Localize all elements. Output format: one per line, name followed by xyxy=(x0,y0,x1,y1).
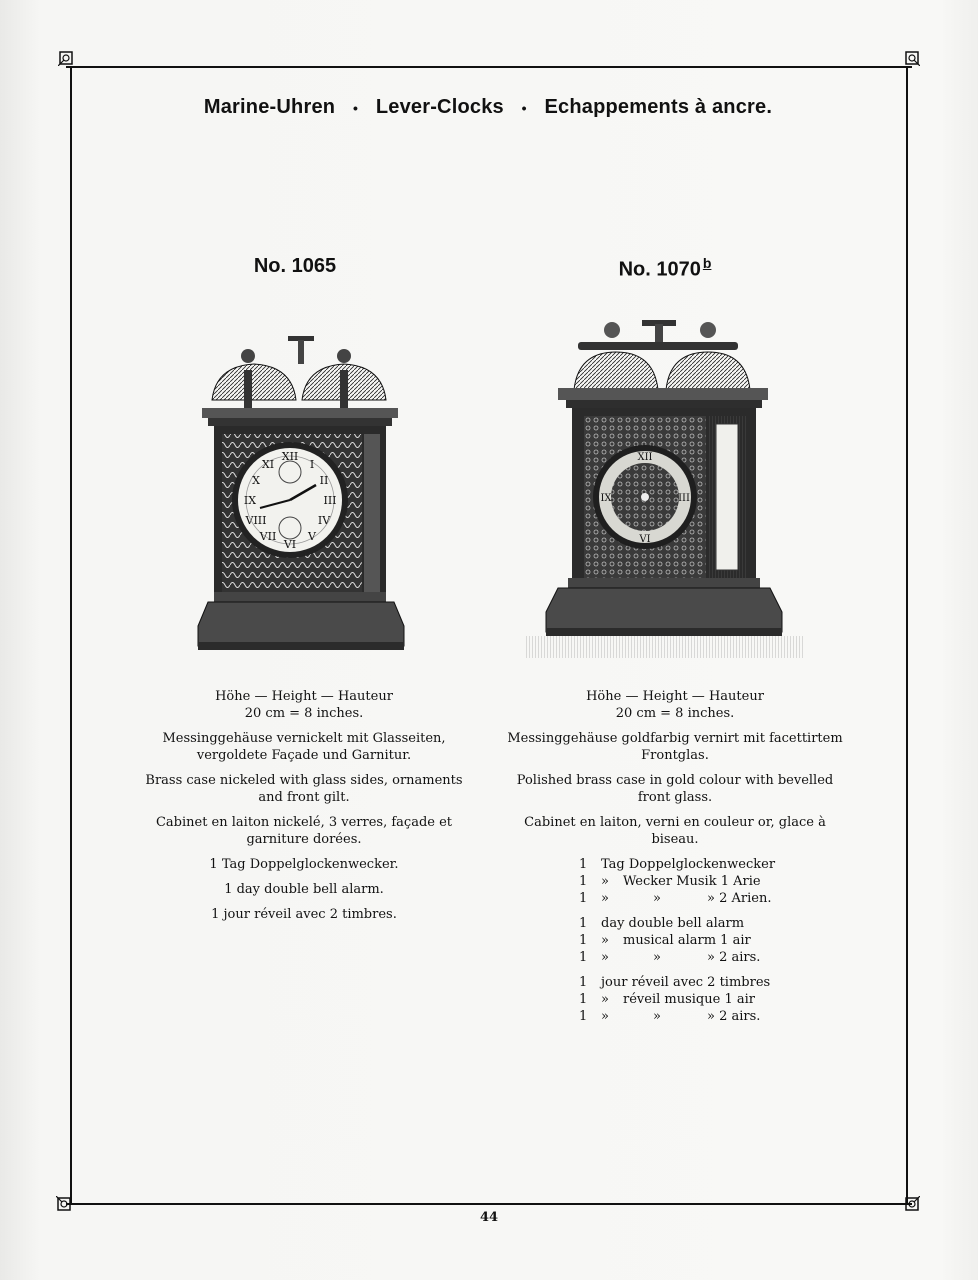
list-item: 1 » Wecker Musik 1 Arie xyxy=(579,874,761,889)
page-number: 44 xyxy=(479,1210,499,1225)
model-number-right-suffix: b xyxy=(702,255,712,271)
svg-text:XI: XI xyxy=(261,458,275,471)
model-number-right-text: No. 1070 xyxy=(618,258,701,281)
header-english: Lever-Clocks xyxy=(375,96,504,118)
height-block xyxy=(505,688,845,722)
list-item: 1 » réveil musique 1 air xyxy=(579,992,755,1007)
svg-text:II: II xyxy=(319,474,329,487)
height-label: Höhe — Height — Hauteur xyxy=(586,689,764,704)
frame-right-rule xyxy=(906,66,908,1203)
description-left xyxy=(134,688,474,931)
description-french: Cabinet en laiton nickelé, 3 verres, façade et garniture dorées. xyxy=(155,815,453,847)
alarm-german: 1 Tag Doppelglockenwecker. xyxy=(209,857,399,872)
alarm-french: 1 jour réveil avec 2 timbres. xyxy=(211,907,397,922)
description-german: Messinggehäuse vernickelt mit Glasseiten, vergoldete Façade und Garnitur. xyxy=(162,731,446,763)
height-block xyxy=(134,688,474,722)
svg-text:XII: XII xyxy=(281,450,299,463)
svg-text:IX: IX xyxy=(243,494,257,507)
header-french: Echappements à ancre. xyxy=(544,96,773,118)
svg-text:IX: IX xyxy=(600,493,612,504)
description-german: Messinggehäuse goldfarbig vernirt mit facettirtem Frontglas. xyxy=(507,731,843,763)
variant-list-french xyxy=(579,974,845,1025)
height-value: 20 cm = 8 inches. xyxy=(615,706,735,721)
svg-text:IV: IV xyxy=(317,514,331,527)
clock-illustration-1065 xyxy=(190,330,412,656)
clock-illustration-1070b xyxy=(520,312,810,664)
list-item: 1 » musical alarm 1 air xyxy=(579,933,751,948)
svg-text:VI: VI xyxy=(283,538,297,551)
svg-text:XII: XII xyxy=(637,452,653,463)
model-number-left: No. 1065 xyxy=(253,255,337,277)
header-separator: • xyxy=(352,99,359,116)
list-item: 1 » » » 2 Arien. xyxy=(579,891,772,906)
list-item: 1 » » » 2 airs. xyxy=(579,1009,761,1024)
list-item: 1 jour réveil avec 2 timbres xyxy=(579,975,771,990)
description-french: Cabinet en laiton, verni en couleur or, glace à biseau. xyxy=(524,815,826,847)
description-english: Brass case nickeled with glass sides, ornaments and front gilt. xyxy=(145,773,463,805)
frame-bottom-rule xyxy=(66,1203,912,1205)
ornament-corner-icon xyxy=(904,50,920,66)
list-item: 1 Tag Doppelglockenwecker xyxy=(579,857,776,872)
height-value: 20 cm = 8 inches. xyxy=(244,706,364,721)
svg-text:I: I xyxy=(309,458,315,471)
description-english: Polished brass case in gold colour with bevelled front glass. xyxy=(516,773,834,805)
ornament-corner-icon xyxy=(58,50,74,66)
alarm-english: 1 day double bell alarm. xyxy=(224,882,384,897)
model-number-right xyxy=(515,255,815,282)
svg-text:X: X xyxy=(252,474,260,487)
variant-list-german xyxy=(579,856,845,907)
frame-top-rule xyxy=(66,66,912,68)
svg-text:III: III xyxy=(678,493,690,504)
svg-text:VI: VI xyxy=(639,534,651,545)
variant-list-english xyxy=(579,915,845,966)
height-label: Höhe — Height — Hauteur xyxy=(215,689,393,704)
list-item: 1 day double bell alarm xyxy=(579,916,745,931)
description-right xyxy=(505,688,845,1033)
list-item: 1 » » » 2 airs. xyxy=(579,950,761,965)
svg-text:VIII: VIII xyxy=(245,514,267,527)
header-german: Marine-Uhren xyxy=(203,96,336,118)
svg-text:VII: VII xyxy=(259,530,277,543)
svg-text:V: V xyxy=(308,530,316,543)
frame-left-rule xyxy=(70,66,72,1203)
header-separator: • xyxy=(521,99,527,116)
page-header xyxy=(70,96,906,119)
svg-text:III: III xyxy=(323,494,337,507)
